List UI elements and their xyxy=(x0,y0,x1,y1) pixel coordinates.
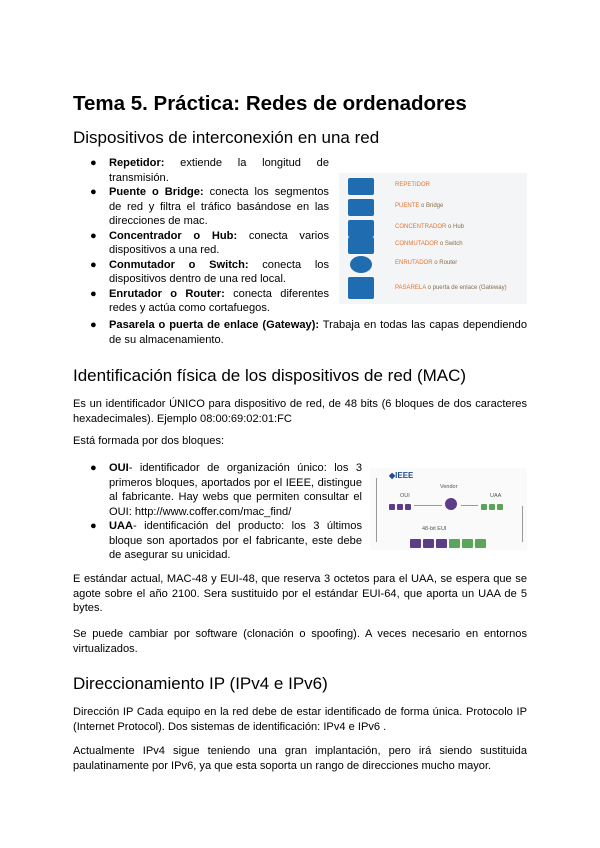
oui-octet xyxy=(405,504,411,510)
device-list-gateway xyxy=(90,318,527,347)
eui-octet xyxy=(423,539,434,548)
list-item: ● Repetidor: extiende la longitud de transmisión. xyxy=(90,157,329,184)
eui-octet xyxy=(449,539,460,548)
list-item: ● Concentrador o Hub: conecta varios dispositivos a una red. xyxy=(90,229,329,256)
section-heading-ip: Direccionamiento IP (IPv4 e IPv6) xyxy=(73,674,328,693)
mac-intro-paragraph: Es un identificador ÚNICO para dispositivo de red, de 48 bits (6 bloques de dos caracteres hexadecimales). Ejemplo 08:00:69:02:01:FC xyxy=(73,398,527,425)
device-list xyxy=(90,156,329,316)
oui-octet xyxy=(397,504,403,510)
bridge-icon xyxy=(348,199,374,216)
eui-octet xyxy=(475,539,486,548)
repeater-icon xyxy=(348,178,374,195)
list-item: ● Enrutador o Router: conecta diferentes redes y actúa como cortafuegos. xyxy=(90,287,329,314)
list-item: ● UAA- identificación del producto: los 3 últimos bloque son aportados por el fabricante, este debe de asegurar su unicidad. xyxy=(90,520,362,561)
uaa-octet xyxy=(497,504,503,510)
eui-octet xyxy=(410,539,421,548)
section-heading-devices: Dispositivos de interconexión en una red xyxy=(73,128,380,147)
page-title: Tema 5. Práctica: Redes de ordenadores xyxy=(73,92,467,115)
eui48-figure: ◆IEEE Vendor OUI UAA 48-bit EUI xyxy=(370,468,527,550)
list-item: ● Puente o Bridge: conecta los segmentos de red y filtra el tráfico basándose en las direcciones de mac. xyxy=(90,186,329,227)
ip-versions-paragraph: Actualmente IPv4 sigue teniendo una gran implantación, pero irá siendo sustituida paulatinamente por IPv6, ya que esta soporta un rango de direcciones mucho mayor. xyxy=(73,745,527,772)
switch-icon xyxy=(348,237,374,254)
oui-octet xyxy=(389,504,395,510)
list-item: ● OUI- identificador de organización único: los 3 primeros bloques, aportados por el IEEE, distingue al fabricante. Hay webs que permiten consultar el OUI: http://www.coffer.com/mac_find/ xyxy=(90,462,362,518)
list-item: ● Pasarela o puerta de enlace (Gateway): Trabaja en todas las capas dependiendo de su almacenamiento. xyxy=(90,319,527,346)
ieee-logo: ◆IEEE xyxy=(389,471,414,480)
vendor-icon xyxy=(445,498,457,510)
section-heading-mac: Identificación física de los dispositivos de red (MAC) xyxy=(73,366,467,385)
network-devices-figure: REPETIDOR PUENTE o Bridge CONCENTRADOR o Hub CONMUTADOR o Switch ENRUTADOR o Router PASARELA o puerta de enlace (Gateway) xyxy=(339,173,527,304)
eui-octet xyxy=(462,539,473,548)
ip-intro-paragraph: Dirección IP Cada equipo en la red debe de estar identificado de forma única. Protocolo IP (Internet Protocol). Dos sistemas de identificación: IPv4 e IPv6 . xyxy=(73,706,527,733)
mac-blocks-paragraph: Está formada por dos bloques: xyxy=(73,435,225,447)
uaa-octet xyxy=(489,504,495,510)
list-item: ● Conmutador o Switch: conecta los dispositivos dentro de una red local. xyxy=(90,258,329,285)
router-icon xyxy=(350,256,372,273)
hub-icon xyxy=(348,220,374,237)
mac-standard-paragraph: E estándar actual, MAC-48 y EUI-48, que reserva 3 octetos para el UAA, se espera que se agote sobre el año 2100. Sera sustituido por el estándar EUI-64, que aporta un UAA de 5 bytes. xyxy=(73,573,527,614)
mac-block-list xyxy=(90,461,362,563)
gateway-icon xyxy=(348,277,374,299)
eui-octet xyxy=(436,539,447,548)
mac-spoofing-paragraph: Se puede cambiar por software (clonación o spoofing). A veces necesario en entornos virtualizados. xyxy=(73,628,527,655)
uaa-octet xyxy=(481,504,487,510)
